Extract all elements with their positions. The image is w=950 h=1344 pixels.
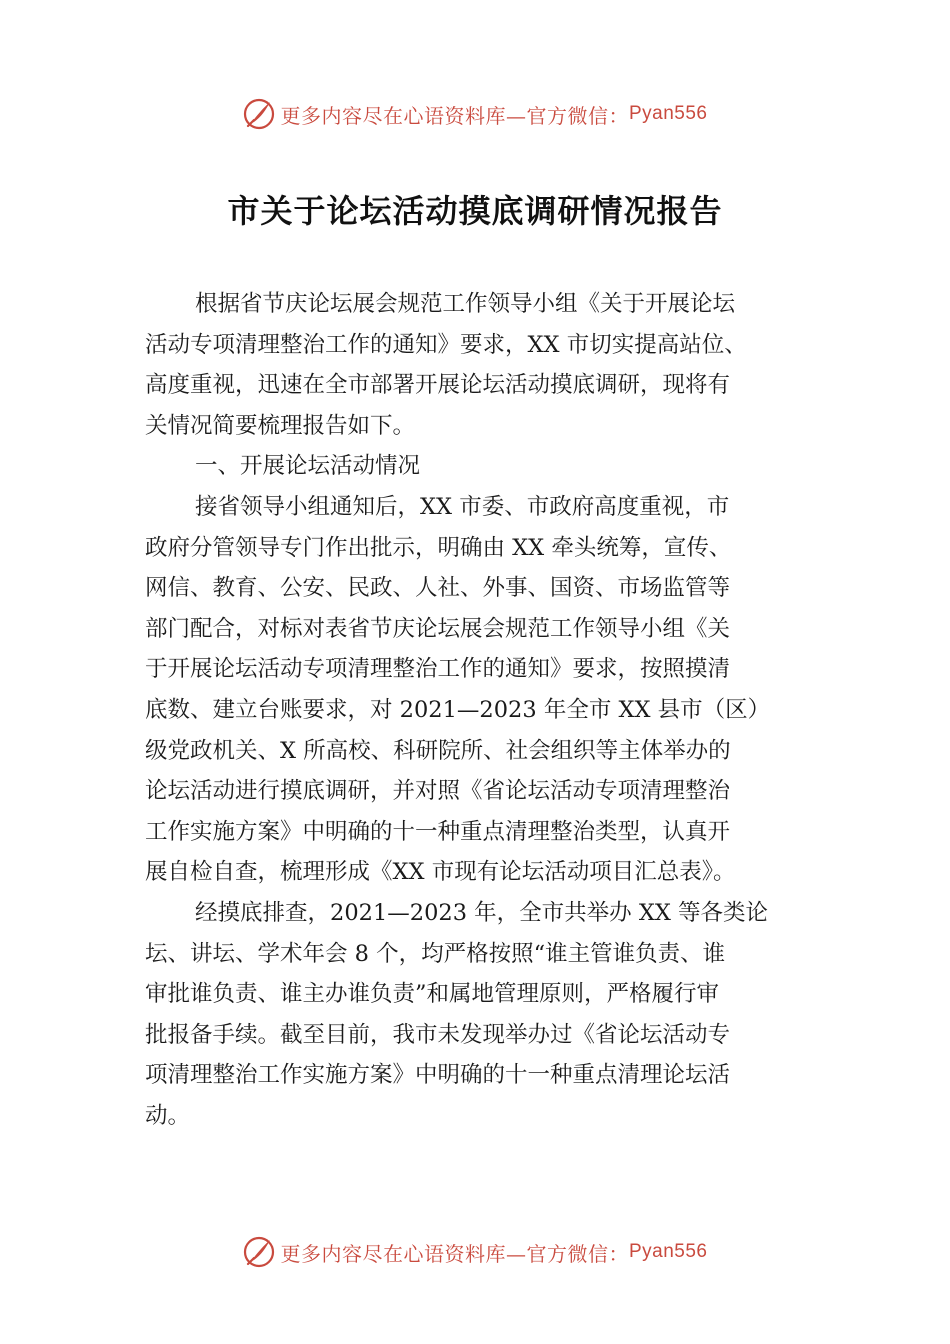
paragraph-line: 关情况简要梳理报告如下。 [145,412,416,439]
document-title: 市关于论坛活动摸底调研情况报告 [227,192,723,230]
paragraph-line: 工作实施方案》中明确的十一种重点清理整治类型，认真开 [145,818,731,845]
paragraph-line: 论坛活动进行摸底调研，并对照《省论坛活动专项清理整治 [145,778,731,805]
watermark-header [0,94,950,134]
watermark-wechat-id: Pyan556 [628,1241,708,1262]
paragraph-line: 部门配合，对标对表省节庆论坛展会规范工作领导小组《关 [145,615,731,642]
document-body [145,284,810,1136]
paragraph-line: 项清理整治工作实施方案》中明确的十一种重点清理论坛活 [145,1062,731,1089]
quill-pen-icon [242,97,276,131]
paragraph-line: 网信、教育、公安、民政、人社、外事、国资、市场监管等 [145,575,731,602]
watermark-text: 更多内容尽在心语资料库—官方微信： [280,103,629,128]
paragraph-line: 展自检自查，梳理形成《XX 市现有论坛活动项目汇总表》。 [145,859,736,886]
watermark-text: 更多内容尽在心语资料库—官方微信： [280,1241,629,1266]
paragraph-line: 根据省节庆论坛展会规范工作领导小组《关于开展论坛 [195,291,736,317]
paragraph-line: 高度重视，迅速在全市部署开展论坛活动摸底调研，现将有 [145,372,731,399]
quill-pen-icon [242,1235,276,1269]
paragraph-line: 坛、讲坛、学术年会 8 个，均严格按照“谁主管谁负责、谁 [145,940,726,967]
watermark-wechat-id: Pyan556 [628,103,708,124]
paragraph-line: 审批谁负责、谁主办谁负责”和属地管理原则，严格履行审 [145,981,720,1008]
paragraph-line: 底数、建立台账要求，对 2021—2023 年全市 XX 县市（区） [145,696,771,723]
paragraph-line: 活动专项清理整治工作的通知》要求，XX 市切实提高站位、 [145,331,747,358]
paragraph-line: 政府分管领导专门作出批示，明确由 XX 牵头统筹，宣传、 [145,534,732,561]
paragraph-line: 经摸底排查，2021—2023 年，全市共举办 XX 等各类论 [195,899,769,926]
paragraph-line: 批报备手续。截至目前，我市未发现举办过《省论坛活动专 [145,1021,731,1048]
section-heading: 一、开展论坛活动情况 [195,453,421,480]
watermark-footer [0,1232,950,1272]
paragraph-line: 动。 [145,1102,191,1129]
paragraph-line: 级党政机关、X 所高校、科研院所、社会组织等主体举办的 [145,737,731,764]
paragraph-line: 于开展论坛活动专项清理整治工作的通知》要求，按照摸清 [145,656,731,683]
paragraph-line: 接省领导小组通知后，XX 市委、市政府高度重视，市 [195,493,730,520]
